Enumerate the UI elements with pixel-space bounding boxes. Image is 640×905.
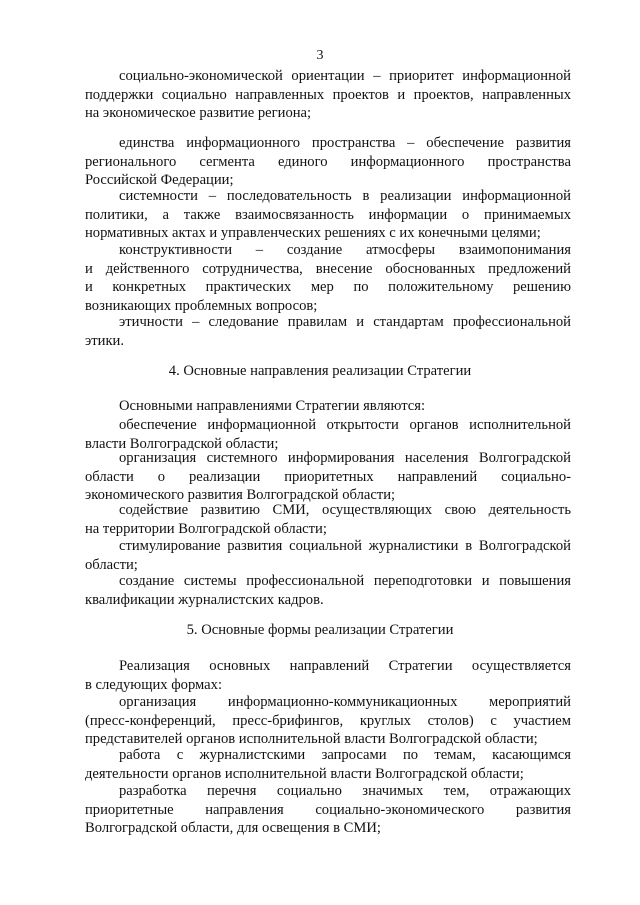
text-line: и конкретных практических мер по положительному решению — [85, 279, 571, 296]
paragraph-ethics — [85, 313, 571, 350]
text-line: приоритетные направления социально-экономического развития — [85, 801, 571, 818]
text-line: социально-экономической ориентации – приоритет информационной — [119, 68, 571, 84]
text-line: организация системного информирования населения Волгоградской — [119, 450, 571, 466]
text-line: единства информационного пространства – обеспечение развития — [119, 135, 571, 151]
section-5-heading: 5. Основные формы реализации Стратегии — [186, 622, 454, 638]
paragraph-systemic — [85, 187, 571, 243]
text-line: этики. — [85, 332, 124, 349]
section-4-item — [85, 572, 571, 609]
text-line: на территории Волгоградской области; — [85, 520, 327, 537]
page-number: 3 — [316, 48, 324, 63]
section-4-item — [85, 416, 571, 453]
text-line: Основными направлениями Стратегии являются: — [119, 398, 426, 414]
text-line: конструктивности – создание атмосферы взаимопонимания — [119, 242, 571, 258]
text-line: в следующих формах: — [85, 676, 222, 693]
text-line: содействие развитию СМИ, осуществляющих свою деятельность — [119, 502, 571, 518]
section-5-item — [85, 657, 571, 694]
paragraph-constructive — [85, 241, 571, 315]
section-4-item — [85, 537, 571, 574]
text-line: экономического развития Волгоградской области; — [85, 487, 396, 504]
text-line: области; — [85, 556, 138, 573]
text-line: Российской Федерации; — [85, 172, 234, 189]
text-line: разработка перечня социально значимых тем, отражающих — [119, 783, 571, 799]
text-line: власти Волгоградской области; — [85, 435, 279, 452]
section-4-intro — [85, 397, 571, 416]
section-5-item — [85, 782, 571, 838]
paragraph-socioeconomic — [85, 67, 571, 123]
text-line: на экономическое развитие региона; — [85, 105, 312, 122]
section-4-heading: 4. Основные направления реализации Стратегии — [168, 363, 472, 379]
section-5-item — [85, 746, 571, 783]
text-line: квалификации журналистских кадров. — [85, 591, 324, 608]
section-4-item — [85, 449, 571, 505]
text-line: стимулирование развития социальной журналистики в Волгоградской — [119, 538, 571, 554]
section-4-item — [85, 501, 571, 538]
text-line: представителей органов исполнительной власти Волгоградской области; — [85, 731, 538, 748]
text-line: области о реализации приоритетных направлений социально- — [85, 468, 571, 485]
text-line: и действенного сотрудничества, внесение обоснованных предложений — [85, 260, 571, 277]
text-line: создание системы профессиональной переподготовки и повышения — [119, 573, 571, 589]
text-line: работа с журналистскими запросами по темам, касающимся — [119, 747, 571, 763]
text-line: возникающих проблемных вопросов; — [85, 297, 318, 314]
text-line: регионального сегмента единого информационного пространства — [85, 153, 571, 170]
text-line: политики, а также взаимосвязанность информации о принимаемых — [85, 206, 571, 223]
paragraph-unity — [85, 134, 571, 190]
text-line: этичности – следование правилам и стандартам профессиональной — [119, 314, 571, 330]
text-line: деятельности органов исполнительной власти Волгоградской области; — [85, 765, 524, 782]
text-line: организация информационно-коммуникационных мероприятий — [119, 694, 571, 710]
text-line: Волгоградской области, для освещения в СМИ; — [85, 820, 381, 837]
text-line: поддержки социально направленных проектов и проектов, направленных — [85, 86, 571, 103]
text-line: Реализация основных направлений Стратегии осуществляется — [119, 658, 571, 674]
text-line: обеспечение информационной открытости органов исполнительной — [119, 417, 571, 433]
text-line: (пресс-конференций, пресс-брифингов, круглых столов) с участием — [85, 712, 571, 729]
section-5-item — [85, 693, 571, 749]
text-line: нормативных актах и управленческих решениях с их конечными целями; — [85, 225, 541, 242]
text-line: системности – последовательность в реализации информационной — [119, 188, 571, 204]
